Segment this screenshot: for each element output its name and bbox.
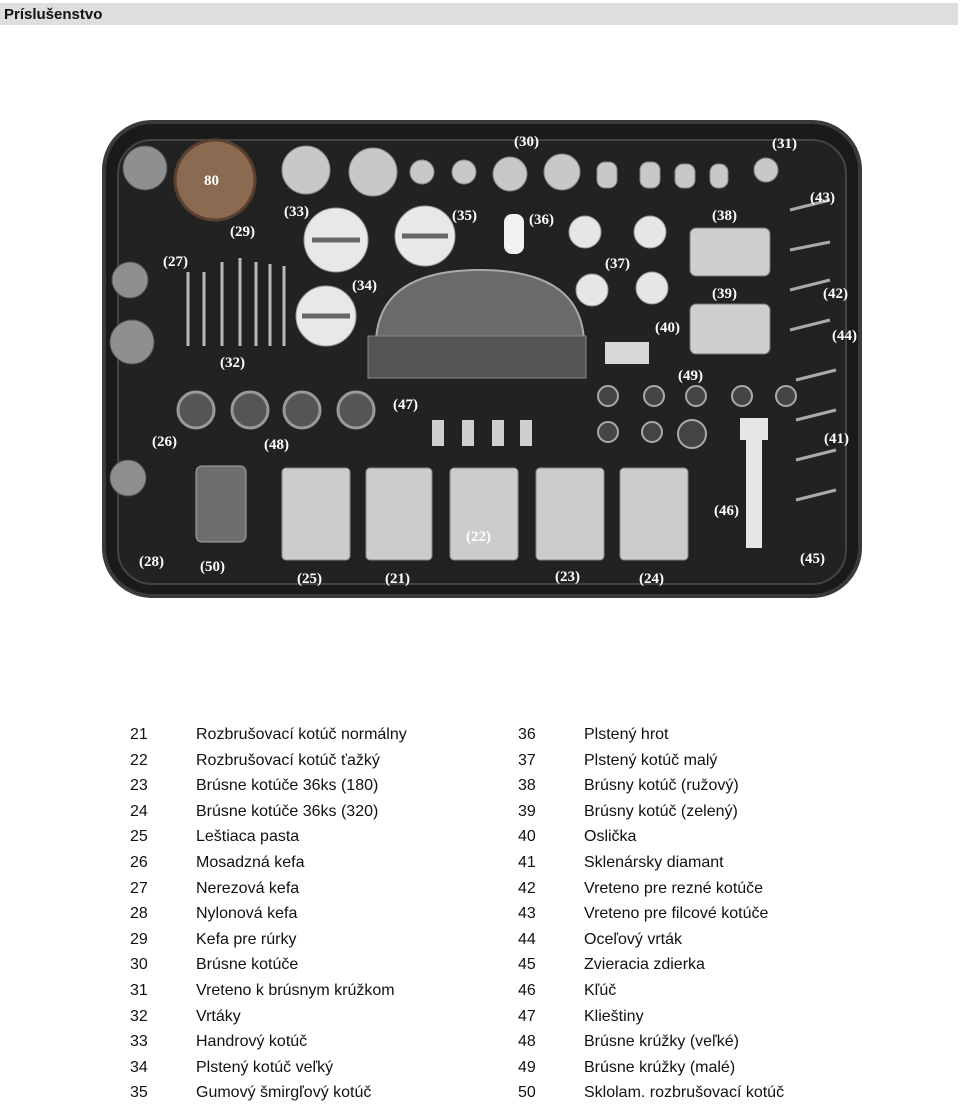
legend-row: [110, 1004, 510, 1030]
legend-row: [498, 722, 938, 748]
callout-33: (33): [284, 204, 309, 220]
callout-43: (43): [810, 190, 835, 206]
item-name: Zvieracia zdierka: [584, 956, 705, 974]
item-name: Oceľový vrták: [584, 930, 683, 948]
legend-row: [110, 722, 510, 748]
item-name: Vreteno pre rezné kotúče: [584, 879, 764, 897]
callout-32: (32): [220, 355, 245, 371]
item-number: 21: [130, 726, 148, 743]
item-name: Brúsne kotúče 36ks (320): [196, 802, 379, 820]
legend-row: [498, 1029, 938, 1055]
legend-row: [110, 876, 510, 902]
item-name: Kefa pre rúrky: [196, 930, 297, 948]
callout-37: (37): [605, 256, 630, 272]
callout-45: (45): [800, 551, 825, 567]
item-name: Brúsne kotúče 36ks (180): [196, 777, 379, 795]
item-number: 27: [130, 879, 148, 897]
item-number: 37: [518, 751, 536, 769]
item-number: 50: [518, 1084, 536, 1102]
item-number: 45: [518, 956, 536, 974]
item-number: 49: [518, 1058, 536, 1076]
callout-24: (24): [639, 571, 664, 587]
legend-left-column: [110, 722, 510, 1106]
item-number: 39: [518, 802, 536, 820]
item-name: Sklolam. rozbrušovací kotúč: [584, 1084, 785, 1102]
item-number: 29: [130, 930, 148, 948]
callout-21: (21): [385, 571, 410, 587]
item-number: 32: [130, 1007, 148, 1025]
legend-row: [498, 1080, 938, 1106]
item-number: 33: [130, 1033, 148, 1051]
legend-right-column: [498, 722, 938, 1106]
legend-row: [110, 927, 510, 953]
item-name: Oslička: [584, 828, 637, 846]
callout-29: (29): [230, 224, 255, 240]
legend-row: [110, 799, 510, 825]
item-number: 23: [130, 777, 148, 795]
legend-row: [110, 824, 510, 850]
section-title: Príslušenstvo: [4, 6, 103, 23]
legend-row: [498, 748, 938, 774]
callout-49: (49): [678, 368, 703, 384]
callout-48: (48): [264, 437, 289, 453]
legend-row: [498, 799, 938, 825]
item-number: 44: [518, 930, 536, 948]
item-number: 47: [518, 1007, 536, 1025]
sharpening-stone: [605, 342, 649, 364]
item-name: Klieštiny: [584, 1007, 644, 1025]
item-name: Plstený kotúč veľký: [196, 1058, 334, 1076]
item-number: 25: [130, 828, 148, 846]
item-number: 28: [130, 905, 148, 923]
legend-row: [110, 1055, 510, 1081]
item-name: Mosadzná kefa: [196, 853, 305, 871]
callout-25: (25): [297, 571, 322, 587]
item-number: 36: [518, 726, 536, 743]
legend-row: [110, 748, 510, 774]
item-number: 30: [130, 956, 148, 974]
item-name: Vreteno k brúsnym krúžkom: [196, 981, 395, 999]
callout-23: (23): [555, 569, 580, 585]
callout-30: (30): [514, 134, 539, 150]
legend-row: [110, 850, 510, 876]
callout-44: (44): [832, 328, 857, 344]
item-number: 35: [130, 1084, 148, 1102]
cutoff-disc-stack: [196, 466, 246, 542]
callout-26: (26): [152, 434, 177, 450]
item-name: Nylonová kefa: [196, 905, 298, 923]
item-number: 48: [518, 1033, 536, 1051]
felt-tip: [504, 214, 524, 254]
wheel-label: 80: [204, 173, 219, 189]
legend-row: [498, 927, 938, 953]
legend-row: [498, 978, 938, 1004]
item-name: Brúsne kotúče: [196, 956, 299, 974]
legend-row: [498, 876, 938, 902]
item-name: Brúsny kotúč (ružový): [584, 777, 739, 795]
callout-34: (34): [352, 278, 377, 294]
disc-containers: [282, 468, 688, 560]
callout-28: (28): [139, 554, 164, 570]
callout-36: (36): [529, 212, 554, 228]
item-name: Kľúč: [584, 981, 617, 999]
legend-row: [498, 850, 938, 876]
legend-row: [498, 824, 938, 850]
item-number: 26: [130, 853, 148, 871]
legend-row: [110, 773, 510, 799]
callout-42: (42): [823, 286, 848, 302]
item-number: 31: [130, 981, 148, 999]
legend-row: [110, 978, 510, 1004]
legend-row: [110, 901, 510, 927]
item-name: Rozbrušovací kotúč normálny: [196, 726, 407, 743]
item-number: 46: [518, 981, 536, 999]
item-number: 42: [518, 879, 536, 897]
callout-27: (27): [163, 254, 188, 270]
item-number: 38: [518, 777, 536, 795]
callout-38: (38): [712, 208, 737, 224]
item-name: Vrtáky: [196, 1007, 241, 1025]
item-number: 43: [518, 905, 536, 923]
item-name: Brúsne krúžky (malé): [584, 1058, 736, 1076]
callout-35: (35): [452, 208, 477, 224]
callout-31: (31): [772, 136, 797, 152]
item-name: Plstený kotúč malý: [584, 751, 718, 769]
item-number: 34: [130, 1058, 148, 1076]
callout-22: (22): [466, 529, 491, 545]
item-name: Nerezová kefa: [196, 879, 300, 897]
legend-row: [498, 901, 938, 927]
item-name: Vreteno pre filcové kotúče: [584, 905, 769, 923]
item-name: Plstený hrot: [584, 726, 669, 743]
legend-row: [498, 1004, 938, 1030]
legend-row: [110, 1080, 510, 1106]
legend-row: [498, 773, 938, 799]
legend-row: [498, 952, 938, 978]
item-name: Rozbrušovací kotúč ťažký: [196, 751, 380, 769]
legend-row: [110, 1029, 510, 1055]
item-number: 22: [130, 751, 148, 769]
accessory-case-photo: [0, 120, 960, 600]
item-number: 40: [518, 828, 536, 846]
callout-50: (50): [200, 559, 225, 575]
section-header-bar: [0, 3, 958, 25]
item-name: Handrový kotúč: [196, 1033, 308, 1051]
item-name: Brúsne krúžky (veľké): [584, 1033, 739, 1051]
callout-39: (39): [712, 286, 737, 302]
item-number: 41: [518, 853, 536, 871]
callout-40: (40): [655, 320, 680, 336]
item-name: Gumový šmirgľový kotúč: [196, 1084, 372, 1102]
item-name: Sklenársky diamant: [584, 853, 724, 871]
legend-row: [110, 952, 510, 978]
callout-47: (47): [393, 397, 418, 413]
center-block: [368, 336, 586, 378]
item-name: Leštiaca pasta: [196, 828, 300, 846]
item-number: 24: [130, 802, 148, 820]
item-name: Brúsny kotúč (zelený): [584, 802, 738, 820]
legend-row: [498, 1055, 938, 1081]
callout-46: (46): [714, 503, 739, 519]
callout-41: (41): [824, 431, 849, 447]
